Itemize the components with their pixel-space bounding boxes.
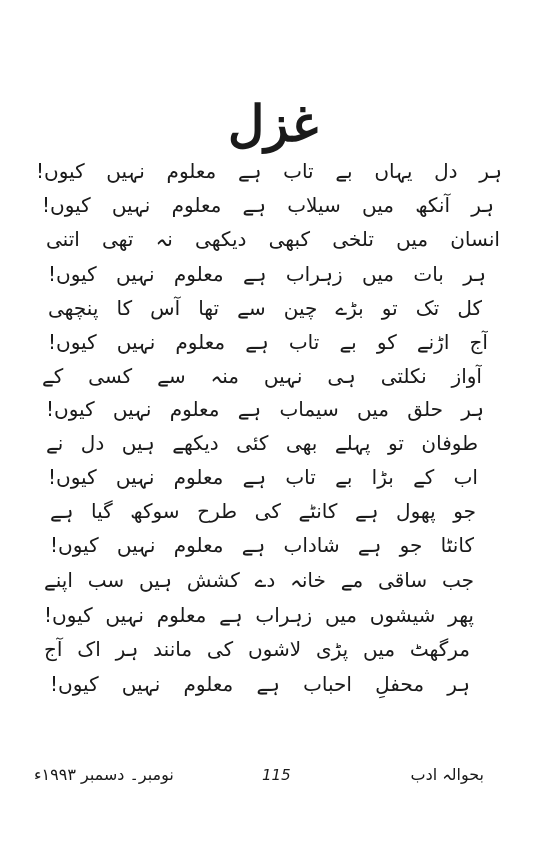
poem-line: ہر حلق میں سیماب ہے معلوم نہیں کیوں! bbox=[46, 397, 484, 421]
page-footer bbox=[0, 760, 546, 790]
poem-line: ہر بات میں زہراب ہے معلوم نہیں کیوں! bbox=[48, 262, 486, 286]
poem-line: اب کے بڑا بے تاب ہے معلوم نہیں کیوں! bbox=[48, 465, 478, 489]
poem-line: کانٹا جو ہے شاداب ہے معلوم نہیں کیوں! bbox=[50, 533, 474, 557]
page-number: 115 bbox=[262, 766, 291, 784]
poem-line: طوفان تو پہلے بھی کئی دیکھے ہیں دل نے bbox=[46, 431, 478, 455]
poem-line: انسان میں تلخی کبھی دیکھی نہ تھی اتنی bbox=[46, 227, 500, 251]
poem-line: آواز نکلتی ہی نہیں منہ سے کسی کے bbox=[42, 364, 482, 388]
poem-line: جو پھول ہے کانٹے کی طرح سوکھ گیا ہے bbox=[50, 499, 476, 523]
poem-title: غزل bbox=[227, 94, 319, 153]
poem-line: مرگھٹ میں پڑی لاشوں کی مانند ہر اک آج bbox=[44, 637, 470, 661]
poem-line: پھر شیشوں میں زہراب ہے معلوم نہیں کیوں! bbox=[44, 603, 474, 627]
poem-line: آج اڑنے کو بے تاب ہے معلوم نہیں کیوں! bbox=[48, 330, 488, 354]
poem-line: ہر دل یہاں بے تاب ہے معلوم نہیں کیوں! bbox=[36, 159, 502, 183]
poem-line: جب ساقی مے خانہ دے کشش ہیں سب اپنے bbox=[44, 568, 474, 592]
poem-line: ہر آنکھ میں سیلاب ہے معلوم نہیں کیوں! bbox=[42, 193, 494, 217]
issue-date: نومبر۔ دسمبر ۱۹۹۳ء bbox=[34, 765, 174, 784]
journal-name: بحوالہ ادب bbox=[410, 765, 484, 784]
poem-line: کل تک تو بڑے چین سے تھا آس کا پنچھی bbox=[48, 296, 482, 320]
poem-line: ہر محفلِ احباب ہے معلوم نہیں کیوں! bbox=[50, 672, 470, 696]
